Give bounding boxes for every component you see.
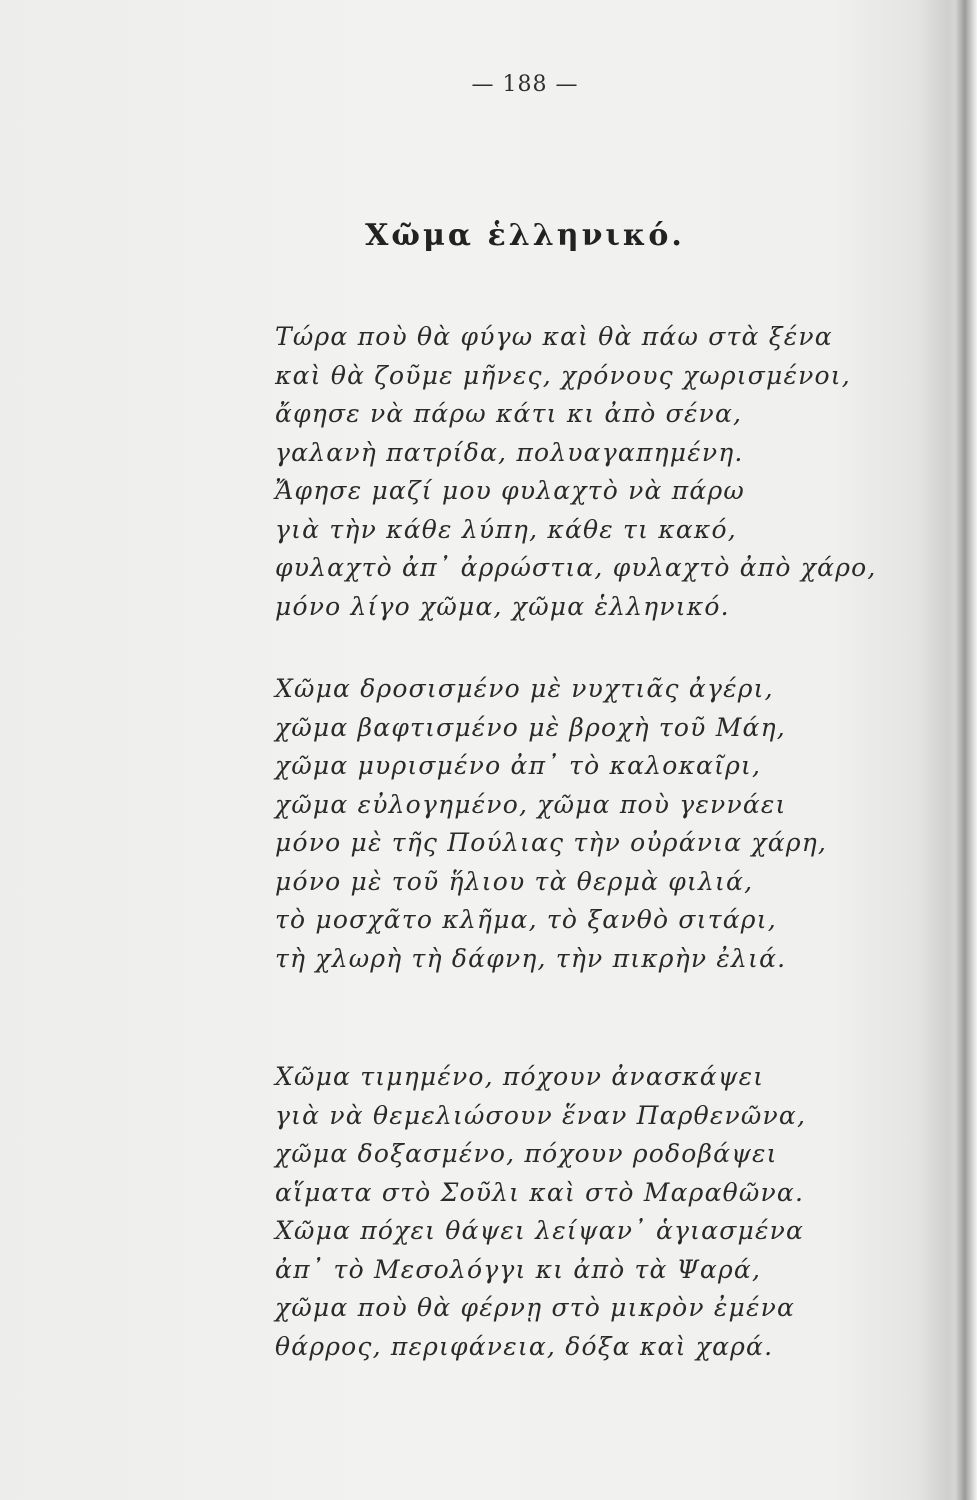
poem-line: χῶμα εὐλογημένο, χῶμα ποὺ γεννάει <box>275 789 787 819</box>
stanza-3 <box>275 1058 806 1366</box>
stanza-1 <box>275 318 877 626</box>
poem-line: χῶμα δοξασμένο, πόχουν ροδοβάψει <box>275 1139 778 1168</box>
poem-line: Χῶμα πόχει θάψει λείψαν᾿ ἁγιασμένα <box>275 1216 805 1245</box>
poem-line: ἀπ᾿ τὸ Μεσολόγγι κι ἀπὸ τὰ Ψαρά, <box>275 1254 762 1284</box>
poem-line: χῶμα βαφτισμένο μὲ βροχὴ τοῦ Μάη, <box>275 712 786 742</box>
poem-line: Χῶμα τιμημένο, πόχουν ἀνασκάψει <box>275 1062 765 1091</box>
poem-line: καὶ θὰ ζοῦμε μῆνες, χρόνους χωρισμένοι, <box>275 360 851 390</box>
poem-line: αἵματα στὸ Σοῦλι καὶ στὸ Μαραθῶνα. <box>275 1177 805 1207</box>
poem-line: Ἄφησε μαζί μου φυλαχτὸ νὰ πάρω <box>275 476 745 505</box>
poem-line: ἄφησε νὰ πάρω κάτι κι ἀπὸ σένα, <box>275 399 743 428</box>
poem-line: γαλανὴ πατρίδα, πολυαγαπημένη. <box>275 437 744 467</box>
poem-line: γιὰ τὴν κάθε λύπη, κάθε τι κακό, <box>275 514 737 544</box>
poem-line: τὸ μοσχᾶτο κλῆμα, τὸ ξανθὸ σιτάρι, <box>275 905 777 934</box>
poem-line: χῶμα μυρισμένο ἀπ᾿ τὸ καλοκαῖρι, <box>275 751 762 780</box>
poem-line: μόνο λίγο χῶμα, χῶμα ἑλληνικό. <box>275 591 730 621</box>
poem-line: θάρρος, περιφάνεια, δόξα καὶ χαρά. <box>275 1331 774 1361</box>
poem-line: φυλαχτὸ ἀπ᾿ ἀρρώστια, φυλαχτὸ ἀπὸ χάρο, <box>275 553 877 582</box>
poem-line: Χῶμα δροσισμένο μὲ νυχτιᾶς ἀγέρι, <box>275 674 774 703</box>
poem-line: Τώρα ποὺ θὰ φύγω καὶ θὰ πάω στὰ ξένα <box>275 322 833 351</box>
poem-line: μόνο μὲ τοῦ ἥλιου τὰ θερμὰ φιλιά, <box>275 866 754 896</box>
poem-title: Χῶμα ἑλληνικό. <box>365 218 685 253</box>
poem-line: τὴ χλωρὴ τὴ δάφνη, τὴν πικρὴν ἐλιά. <box>275 943 787 973</box>
stanza-2 <box>275 670 827 978</box>
poem-line: μόνο μὲ τῆς Πούλιας τὴν οὐράνια χάρη, <box>275 828 828 857</box>
page-number: — 188 — <box>471 72 579 97</box>
poem-line: γιὰ νὰ θεμελιώσουν ἕναν Παρθενῶνα, <box>275 1100 807 1130</box>
poem-line: χῶμα ποὺ θὰ φέρνῃ στὸ μικρὸν ἐμένα <box>275 1293 796 1322</box>
